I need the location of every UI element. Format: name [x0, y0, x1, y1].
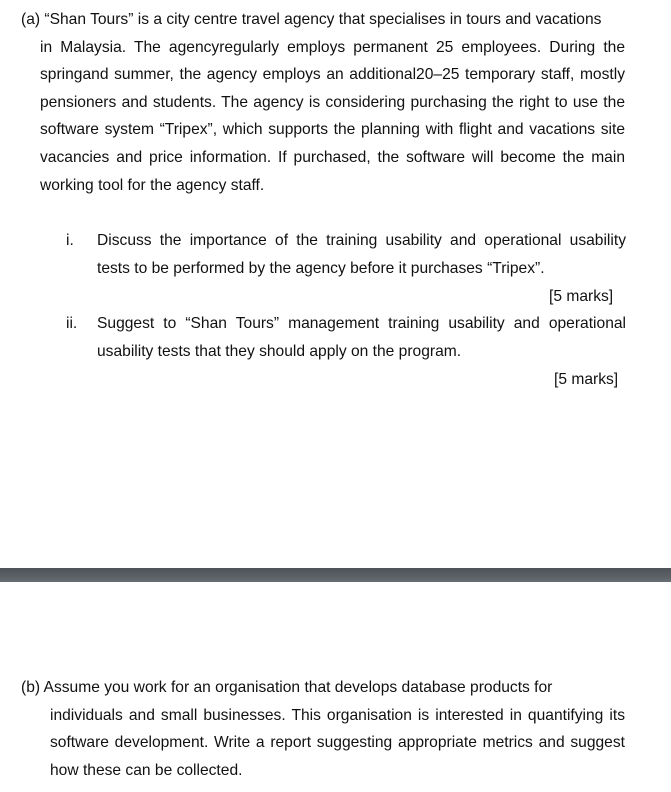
- question-a-first-text: “Shan Tours” is a city centre travel agency that specialises in tours and vacations: [44, 11, 602, 28]
- question-a-body: in Malaysia. The agencyregularly employs permanent 25 employees. During the springand summer, the agency employs an additional20–25 temporary staff, mostly pensioners and students. The agency is considering purchasing the right to use the software system “Tripex”, which supports the planning with flight and vacations site vacancies and price information. If purchased, the software will become the main working tool for the agency staff.: [40, 38, 625, 194]
- sub-question-ii: [66, 310, 626, 365]
- sub-question-number: ii.: [66, 315, 78, 332]
- question-a-paragraph: [21, 6, 625, 199]
- page-separator: [0, 568, 671, 582]
- question-b-label: (b): [21, 679, 41, 696]
- question-a-label: (a): [21, 11, 41, 28]
- sub-question-text: Discuss the importance of the training usability and operational usability tests to be performed by the agency before it purchases “Tripex”.: [97, 232, 626, 277]
- question-a-first-line: [21, 6, 625, 34]
- sub-question-number: i.: [66, 232, 74, 249]
- question-b-body: individuals and small businesses. This organisation is interested in quantifying its software development. Write a report suggesting appropriate metrics and suggest how these can be collected.: [50, 706, 625, 779]
- sub-question-i: [66, 227, 626, 282]
- question-b-first-text: Assume you work for an organisation that develops database products for: [43, 679, 553, 696]
- question-b-paragraph: [21, 674, 625, 784]
- question-b-first-line: [21, 674, 625, 702]
- marks-label: [5 marks]: [554, 371, 619, 388]
- sub-question-text: Suggest to “Shan Tours” management training usability and operational usability tests that they should apply on the program.: [97, 315, 626, 360]
- marks-label: [5 marks]: [549, 288, 614, 305]
